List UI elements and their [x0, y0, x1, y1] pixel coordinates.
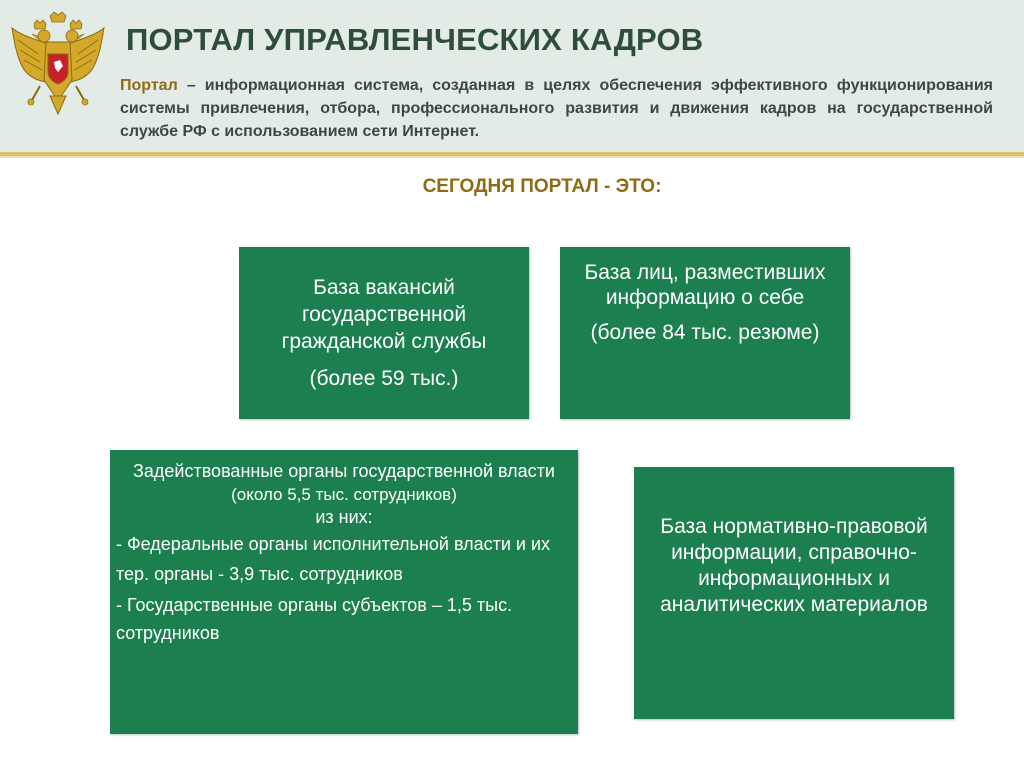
vacancies-database-card: [239, 247, 529, 419]
coat-of-arms-icon: [8, 10, 108, 120]
page-title: ПОРТАЛ УПРАВЛЕНЧЕСКИХ КАДРОВ: [126, 22, 704, 57]
legal-title: База нормативно-правовой информации, справочно-информационных и аналитических материалов: [660, 515, 928, 616]
vacancies-title: База вакансий государственной гражданской службы: [281, 276, 487, 353]
resumes-database-card: [560, 247, 850, 419]
regional-authorities-item: - Государственные органы субъектов – 1,5 тыс. сотрудников: [116, 595, 513, 643]
portal-description: [120, 74, 993, 143]
authorities-of-them: из них:: [315, 507, 373, 527]
authorities-title: Задействованные органы государственной власти: [133, 461, 555, 481]
header-divider-light: [0, 156, 1024, 158]
legal-database-card: [634, 467, 954, 719]
resumes-title: База лиц, разместивших информацию о себе: [584, 261, 826, 309]
description-keyword: Портал: [120, 77, 178, 94]
federal-authorities-item: - Федеральные органы исполнительной власти и их тер. органы - 3,9 тыс. сотрудников: [116, 534, 551, 584]
section-subtitle: СЕГОДНЯ ПОРТАЛ - ЭТО:: [422, 176, 662, 197]
description-text: – информационная система, созданная в целях обеспечения эффективного функционирования системы привлечения, отбора, профессионального развития и движения кадров на государственной службе РФ с использованием сети Интернет.: [120, 77, 993, 140]
authorities-count: (около 5,5 тыс. сотрудников): [231, 485, 457, 504]
authorities-card: [110, 450, 578, 734]
vacancies-count: (более 59 тыс.): [309, 367, 459, 390]
resumes-count: (более 84 тыс. резюме): [590, 321, 820, 344]
